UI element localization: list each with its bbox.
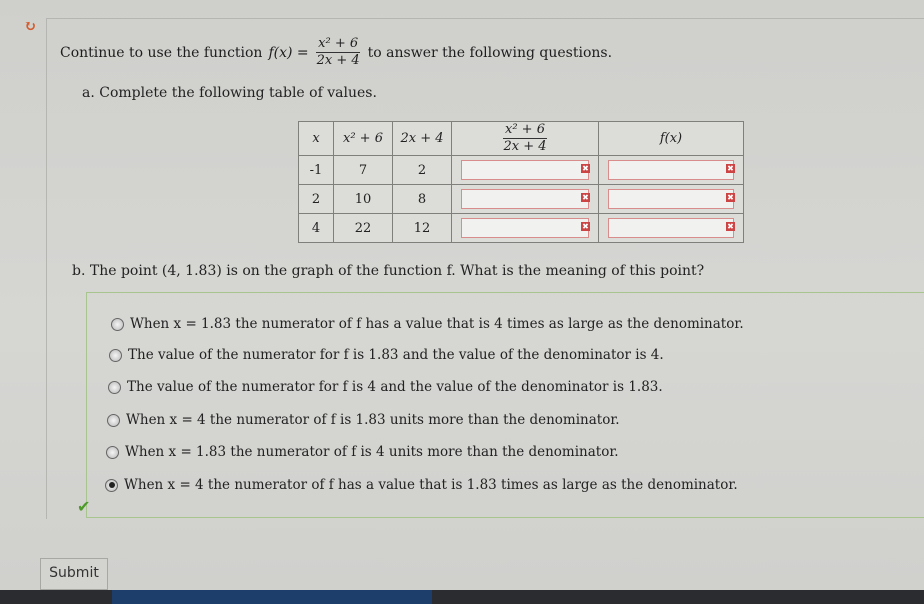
option-4[interactable] — [107, 412, 620, 428]
fx-input[interactable] — [608, 160, 734, 180]
radio-button-selected[interactable] — [105, 479, 118, 492]
radio-button[interactable] — [108, 381, 121, 394]
col-header-fraction-stack — [501, 122, 548, 155]
cell-denominator: 8 — [393, 185, 452, 214]
cell-numerator: 10 — [334, 185, 393, 214]
x-mark-icon: ✖ — [727, 164, 734, 173]
function-name: f(x) = — [268, 44, 309, 61]
part-a-label: a. Complete the following table of values. — [82, 85, 377, 101]
x-mark-icon: ✖ — [727, 222, 734, 231]
fx-input[interactable] — [608, 218, 734, 238]
cell-fx — [599, 214, 744, 243]
fraction-input[interactable] — [461, 189, 589, 209]
table-row — [299, 214, 744, 243]
cell-x: -1 — [299, 156, 334, 185]
radio-button[interactable] — [107, 414, 120, 427]
fraction-input[interactable] — [461, 160, 589, 180]
part-b-label: b. The point (4, 1.83) is on the graph of the function f. What is the meaning of this point? — [72, 263, 705, 279]
option-5[interactable] — [106, 444, 619, 460]
col-header-fraction — [452, 122, 599, 156]
option-label: When x = 4 the numerator of f has a value that is 1.83 times as large as the denominator. — [124, 477, 738, 493]
cell-numerator: 22 — [334, 214, 393, 243]
radio-button[interactable] — [111, 318, 124, 331]
check-icon: ✔ — [77, 497, 91, 516]
submit-button[interactable]: Submit — [40, 558, 108, 590]
function-fraction — [315, 36, 362, 69]
fraction-input[interactable] — [461, 218, 589, 238]
x-mark-icon: ✖ — [727, 193, 734, 202]
x-mark-icon: ✖ — [582, 193, 589, 202]
cell-denominator: 12 — [393, 214, 452, 243]
col-header-fraction-den: 2x + 4 — [503, 139, 547, 154]
option-label: When x = 1.83 the numerator of f is 4 units more than the denominator. — [125, 444, 619, 460]
col-header-denominator: 2x + 4 — [393, 122, 452, 156]
cell-denominator: 2 — [393, 156, 452, 185]
option-1[interactable] — [111, 316, 744, 332]
option-label: The value of the numerator for f is 4 and the value of the denominator is 1.83. — [127, 379, 663, 395]
col-header-x: x — [299, 122, 334, 156]
radio-button[interactable] — [106, 446, 119, 459]
table-row — [299, 185, 744, 214]
option-label: When x = 4 the numerator of f is 1.83 units more than the denominator. — [126, 412, 620, 428]
taskbar-active-area — [112, 590, 432, 604]
table-row — [299, 156, 744, 185]
radio-button[interactable] — [109, 349, 122, 362]
fraction-numerator: x² + 6 — [318, 36, 359, 51]
cell-fx — [599, 185, 744, 214]
refresh-icon[interactable]: ↻ — [24, 17, 37, 35]
fraction-denominator: 2x + 4 — [316, 53, 360, 68]
cell-x: 4 — [299, 214, 334, 243]
col-header-fx: f(x) — [599, 122, 744, 156]
x-mark-icon: ✖ — [582, 222, 589, 231]
cell-fraction — [452, 214, 599, 243]
col-header-numerator: x² + 6 — [334, 122, 393, 156]
option-label: When x = 1.83 the numerator of f has a value that is 4 times as large as the denominator. — [130, 316, 744, 332]
option-2[interactable] — [109, 347, 664, 363]
option-6[interactable] — [105, 477, 738, 493]
cell-x: 2 — [299, 185, 334, 214]
cell-numerator: 7 — [334, 156, 393, 185]
fx-input[interactable] — [608, 189, 734, 209]
intro-statement — [60, 36, 612, 69]
option-3[interactable] — [108, 379, 663, 395]
col-header-fraction-num: x² + 6 — [505, 122, 545, 137]
cell-fx — [599, 156, 744, 185]
intro-suffix: to answer the following questions. — [367, 44, 613, 61]
table-header-row — [299, 122, 744, 156]
values-table — [298, 121, 744, 243]
cell-fraction — [452, 156, 599, 185]
taskbar — [0, 590, 924, 604]
intro-prefix: Continue to use the function — [60, 44, 263, 61]
x-mark-icon: ✖ — [582, 164, 589, 173]
cell-fraction — [452, 185, 599, 214]
option-label: The value of the numerator for f is 1.83 and the value of the denominator is 4. — [128, 347, 664, 363]
